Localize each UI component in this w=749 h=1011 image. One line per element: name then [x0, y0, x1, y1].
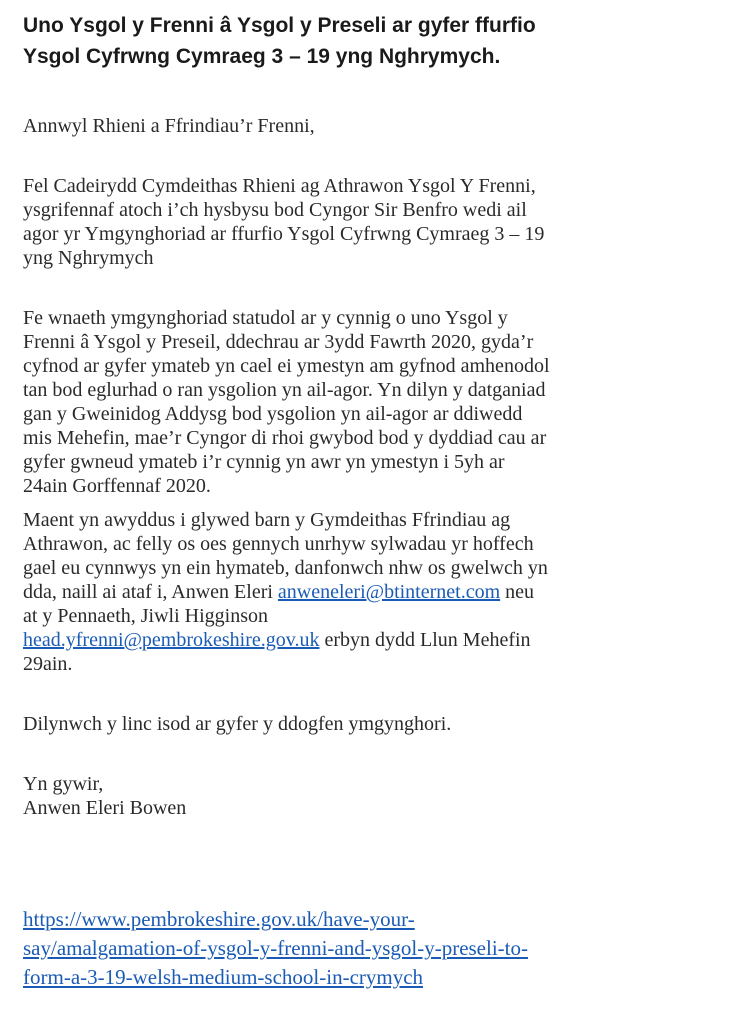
para3-line-7: 29ain. — [23, 653, 73, 675]
signature: Anwen Eleri Bowen — [23, 797, 187, 819]
consultation-link-line-2[interactable]: say/amalgamation-of-ysgol-y-frenni-and-ysgol-y-preseli-to- — [23, 936, 528, 960]
para1-line-4: yng Nghrymych — [23, 247, 154, 269]
para2-line-5: gan y Gweinidog Addysg bod ysgolion yn ail-agor ar ddiwedd — [23, 403, 523, 425]
para3-text: neu — [500, 581, 535, 603]
para3-line-2: Athrawon, ac felly os oes gennych unrhyw sylwadau yr hoffech — [23, 533, 534, 555]
para3-text: erbyn dydd Llun Mehefin — [319, 629, 531, 651]
title-line-1: Uno Ysgol y Frenni â Ysgol y Preseli ar gyfer ffurfio — [23, 14, 536, 37]
para3-line-5: at y Pennaeth, Jiwli Higginson — [23, 605, 268, 627]
para2-line-8: 24ain Gorffennaf 2020. — [23, 475, 211, 497]
para2-line-2: Frenni â Ysgol y Preseil, ddechrau ar 3ydd Fawrth 2020, gyda’r — [23, 331, 534, 353]
para3-line-1: Maent yn awyddus i glywed barn y Gymdeithas Ffrindiau ag — [23, 509, 511, 531]
signoff: Yn gywir, — [23, 773, 104, 795]
para2-line-1: Fe wnaeth ymgynghoriad statudol ar y cynnig o uno Ysgol y — [23, 307, 508, 329]
email-link-anwen[interactable]: anweneleri@btinternet.com — [277, 581, 501, 603]
para2-line-7: gyfer gwneud ymateb i’r cynnig yn awr yn ymestyn i 5yh ar — [23, 451, 505, 473]
consultation-link-line-3[interactable]: form-a-3-19-welsh-medium-school-in-crymych — [23, 965, 424, 989]
para3-line-4 — [23, 580, 534, 604]
para2-line-3: cyfnod ar gyfer ymateb yn cael ei ymestyn am gyfnod amhenodol — [23, 355, 550, 377]
email-link-head[interactable]: head.yfrenni@pembrokeshire.gov.uk — [23, 629, 320, 651]
consultation-link-line-1[interactable]: https://www.pembrokeshire.gov.uk/have-your- — [23, 907, 415, 931]
para2-line-4: tan bod eglurhad o ran ysgolion yn ail-agor. Yn dilyn y datganiad — [23, 379, 546, 401]
para1-line-2: ysgrifennaf atoch i’ch hysbysu bod Cyngor Sir Benfro wedi ail — [23, 199, 527, 221]
para2-line-6: mis Mehefin, mae’r Cyngor di rhoi gwybod bod y dyddiad cau ar — [23, 427, 547, 449]
title-line-2: Ysgol Cyfrwng Cymraeg 3 – 19 yng Nghrymych. — [23, 45, 501, 68]
greeting: Annwyl Rhieni a Ffrindiau’r Frenni, — [23, 115, 315, 137]
link-intro: Dilynwch y linc isod ar gyfer y ddogfen ymgynghori. — [23, 713, 452, 735]
para3-line-6 — [23, 628, 531, 652]
letter-title — [23, 10, 723, 72]
para3-text: dda, naill ai ataf i, Anwen Eleri — [23, 581, 278, 603]
para1-line-1: Fel Cadeirydd Cymdeithas Rhieni ag Athrawon Ysgol Y Frenni, — [23, 175, 536, 197]
para1-line-3: agor yr Ymgynghoriad ar ffurfio Ysgol Cyfrwng Cymraeg 3 – 19 — [23, 223, 545, 245]
para3-line-3: gael eu cynnwys yn ein hymateb, danfonwch nhw os gwelwch yn — [23, 557, 548, 579]
